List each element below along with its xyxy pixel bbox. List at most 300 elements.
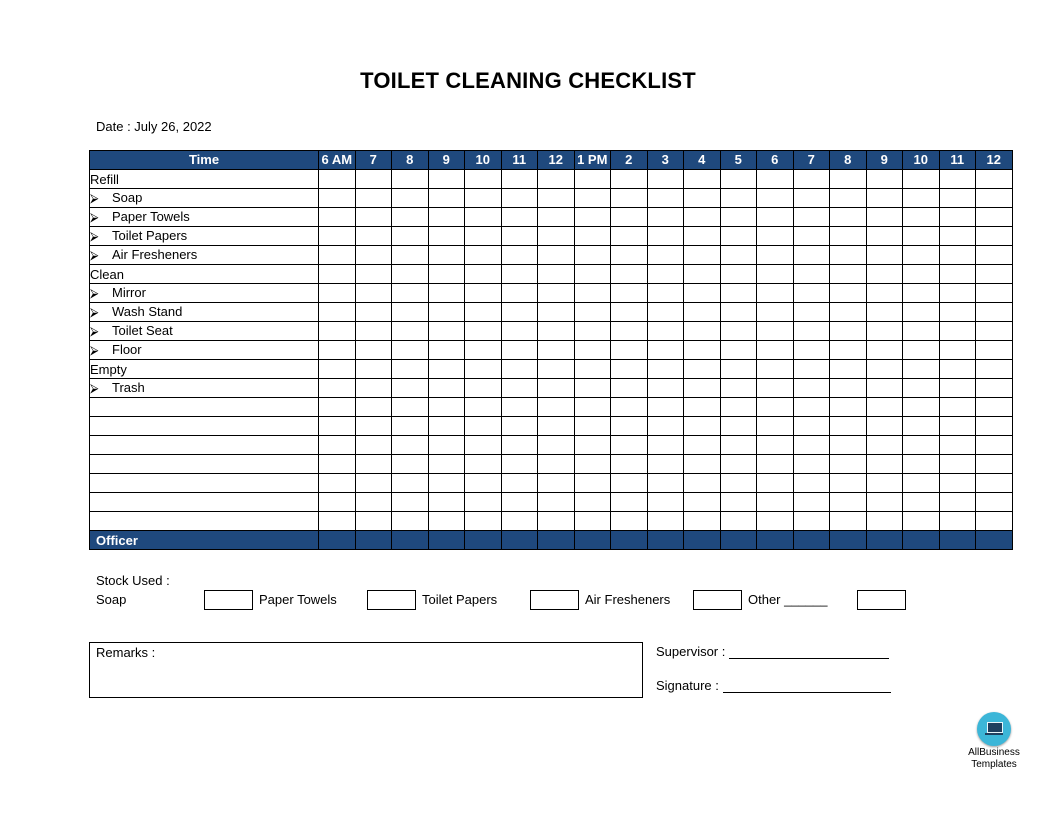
check-cell[interactable] [866,246,903,265]
check-cell[interactable] [757,170,794,189]
check-cell[interactable] [355,208,392,227]
check-cell[interactable] [684,360,721,379]
check-cell[interactable] [757,493,794,512]
check-cell[interactable] [538,341,575,360]
check-cell[interactable] [647,436,684,455]
check-cell[interactable] [939,512,976,531]
check-cell[interactable] [319,170,356,189]
check-cell[interactable] [319,398,356,417]
check-cell[interactable] [428,398,465,417]
check-cell[interactable] [501,360,538,379]
check-cell[interactable] [611,284,648,303]
check-cell[interactable] [647,417,684,436]
check-cell[interactable] [720,417,757,436]
check-cell[interactable] [574,227,611,246]
check-cell[interactable] [939,265,976,284]
check-cell[interactable] [793,265,830,284]
check-cell[interactable] [647,265,684,284]
check-cell[interactable] [684,208,721,227]
check-cell[interactable] [939,208,976,227]
officer-cell[interactable] [793,531,830,550]
stock-box-paper-towels[interactable] [367,590,416,610]
check-cell[interactable] [720,189,757,208]
check-cell[interactable] [903,436,940,455]
check-cell[interactable] [757,398,794,417]
check-cell[interactable] [538,246,575,265]
check-cell[interactable] [830,360,867,379]
check-cell[interactable] [501,284,538,303]
check-cell[interactable] [392,208,429,227]
check-cell[interactable] [903,227,940,246]
check-cell[interactable] [392,322,429,341]
check-cell[interactable] [538,303,575,322]
check-cell[interactable] [392,265,429,284]
check-cell[interactable] [501,436,538,455]
check-cell[interactable] [574,170,611,189]
check-cell[interactable] [647,170,684,189]
check-cell[interactable] [355,512,392,531]
check-cell[interactable] [720,284,757,303]
check-cell[interactable] [976,493,1013,512]
check-cell[interactable] [866,493,903,512]
check-cell[interactable] [647,398,684,417]
check-cell[interactable] [830,493,867,512]
check-cell[interactable] [793,341,830,360]
check-cell[interactable] [574,189,611,208]
check-cell[interactable] [866,398,903,417]
check-cell[interactable] [574,360,611,379]
check-cell[interactable] [684,341,721,360]
check-cell[interactable] [465,474,502,493]
check-cell[interactable] [501,246,538,265]
check-cell[interactable] [611,512,648,531]
check-cell[interactable] [501,170,538,189]
check-cell[interactable] [428,360,465,379]
check-cell[interactable] [392,227,429,246]
check-cell[interactable] [866,341,903,360]
check-cell[interactable] [465,303,502,322]
check-cell[interactable] [976,322,1013,341]
check-cell[interactable] [720,265,757,284]
check-cell[interactable] [428,341,465,360]
check-cell[interactable] [939,341,976,360]
check-cell[interactable] [465,284,502,303]
check-cell[interactable] [319,512,356,531]
check-cell[interactable] [319,436,356,455]
check-cell[interactable] [611,493,648,512]
check-cell[interactable] [465,379,502,398]
check-cell[interactable] [720,341,757,360]
check-cell[interactable] [793,436,830,455]
check-cell[interactable] [720,246,757,265]
check-cell[interactable] [574,208,611,227]
check-cell[interactable] [976,246,1013,265]
check-cell[interactable] [830,474,867,493]
check-cell[interactable] [793,474,830,493]
check-cell[interactable] [611,436,648,455]
check-cell[interactable] [574,379,611,398]
check-cell[interactable] [319,417,356,436]
check-cell[interactable] [684,455,721,474]
check-cell[interactable] [830,512,867,531]
check-cell[interactable] [428,170,465,189]
check-cell[interactable] [501,474,538,493]
check-cell[interactable] [866,189,903,208]
check-cell[interactable] [574,512,611,531]
check-cell[interactable] [647,474,684,493]
check-cell[interactable] [465,455,502,474]
stock-box-toilet-papers[interactable] [530,590,579,610]
check-cell[interactable] [355,360,392,379]
check-cell[interactable] [866,322,903,341]
officer-cell[interactable] [976,531,1013,550]
check-cell[interactable] [355,398,392,417]
check-cell[interactable] [903,265,940,284]
stock-box-soap[interactable] [204,590,253,610]
check-cell[interactable] [428,436,465,455]
check-cell[interactable] [611,265,648,284]
check-cell[interactable] [903,341,940,360]
check-cell[interactable] [392,417,429,436]
check-cell[interactable] [793,227,830,246]
check-cell[interactable] [538,189,575,208]
check-cell[interactable] [355,341,392,360]
officer-cell[interactable] [574,531,611,550]
check-cell[interactable] [465,398,502,417]
check-cell[interactable] [319,189,356,208]
check-cell[interactable] [757,417,794,436]
check-cell[interactable] [538,170,575,189]
check-cell[interactable] [720,360,757,379]
check-cell[interactable] [757,379,794,398]
officer-cell[interactable] [757,531,794,550]
check-cell[interactable] [574,246,611,265]
check-cell[interactable] [355,170,392,189]
signature-line[interactable] [656,678,891,693]
check-cell[interactable] [428,208,465,227]
check-cell[interactable] [976,398,1013,417]
check-cell[interactable] [720,379,757,398]
check-cell[interactable] [501,398,538,417]
officer-cell[interactable] [611,531,648,550]
check-cell[interactable] [976,265,1013,284]
check-cell[interactable] [793,208,830,227]
check-cell[interactable] [866,170,903,189]
check-cell[interactable] [428,417,465,436]
check-cell[interactable] [647,208,684,227]
check-cell[interactable] [684,189,721,208]
check-cell[interactable] [538,417,575,436]
check-cell[interactable] [574,341,611,360]
check-cell[interactable] [538,455,575,474]
check-cell[interactable] [757,322,794,341]
officer-cell[interactable] [355,531,392,550]
officer-cell[interactable] [465,531,502,550]
check-cell[interactable] [976,455,1013,474]
check-cell[interactable] [866,284,903,303]
check-cell[interactable] [501,493,538,512]
officer-cell[interactable] [830,531,867,550]
check-cell[interactable] [903,303,940,322]
stock-box-other[interactable] [857,590,906,610]
check-cell[interactable] [611,170,648,189]
check-cell[interactable] [939,455,976,474]
check-cell[interactable] [574,265,611,284]
check-cell[interactable] [574,284,611,303]
check-cell[interactable] [465,512,502,531]
check-cell[interactable] [647,512,684,531]
check-cell[interactable] [355,265,392,284]
check-cell[interactable] [501,417,538,436]
check-cell[interactable] [355,189,392,208]
check-cell[interactable] [355,417,392,436]
check-cell[interactable] [465,360,502,379]
check-cell[interactable] [830,265,867,284]
check-cell[interactable] [720,227,757,246]
check-cell[interactable] [392,436,429,455]
check-cell[interactable] [647,493,684,512]
check-cell[interactable] [574,455,611,474]
check-cell[interactable] [720,170,757,189]
check-cell[interactable] [392,170,429,189]
check-cell[interactable] [903,512,940,531]
check-cell[interactable] [319,265,356,284]
check-cell[interactable] [647,360,684,379]
check-cell[interactable] [465,341,502,360]
check-cell[interactable] [830,322,867,341]
check-cell[interactable] [392,189,429,208]
check-cell[interactable] [830,227,867,246]
check-cell[interactable] [501,265,538,284]
check-cell[interactable] [866,417,903,436]
check-cell[interactable] [355,303,392,322]
check-cell[interactable] [501,208,538,227]
check-cell[interactable] [647,246,684,265]
check-cell[interactable] [903,455,940,474]
check-cell[interactable] [465,436,502,455]
check-cell[interactable] [611,303,648,322]
check-cell[interactable] [501,189,538,208]
check-cell[interactable] [976,341,1013,360]
check-cell[interactable] [647,379,684,398]
check-cell[interactable] [538,360,575,379]
check-cell[interactable] [684,379,721,398]
check-cell[interactable] [319,493,356,512]
check-cell[interactable] [903,474,940,493]
check-cell[interactable] [976,474,1013,493]
check-cell[interactable] [939,284,976,303]
check-cell[interactable] [538,398,575,417]
check-cell[interactable] [465,322,502,341]
check-cell[interactable] [866,360,903,379]
check-cell[interactable] [720,512,757,531]
check-cell[interactable] [684,398,721,417]
check-cell[interactable] [939,398,976,417]
officer-cell[interactable] [939,531,976,550]
check-cell[interactable] [392,474,429,493]
check-cell[interactable] [684,493,721,512]
check-cell[interactable] [428,379,465,398]
check-cell[interactable] [793,189,830,208]
check-cell[interactable] [611,474,648,493]
check-cell[interactable] [428,322,465,341]
check-cell[interactable] [793,455,830,474]
check-cell[interactable] [538,265,575,284]
check-cell[interactable] [866,303,903,322]
check-cell[interactable] [757,474,794,493]
check-cell[interactable] [903,379,940,398]
check-cell[interactable] [793,398,830,417]
check-cell[interactable] [939,379,976,398]
check-cell[interactable] [793,170,830,189]
check-cell[interactable] [392,246,429,265]
check-cell[interactable] [428,284,465,303]
check-cell[interactable] [866,474,903,493]
check-cell[interactable] [939,170,976,189]
check-cell[interactable] [319,322,356,341]
check-cell[interactable] [720,208,757,227]
check-cell[interactable] [830,398,867,417]
check-cell[interactable] [720,398,757,417]
check-cell[interactable] [976,436,1013,455]
check-cell[interactable] [939,322,976,341]
check-cell[interactable] [501,303,538,322]
check-cell[interactable] [903,493,940,512]
check-cell[interactable] [830,189,867,208]
check-cell[interactable] [538,474,575,493]
check-cell[interactable] [684,246,721,265]
check-cell[interactable] [428,303,465,322]
check-cell[interactable] [501,322,538,341]
check-cell[interactable] [757,455,794,474]
check-cell[interactable] [428,455,465,474]
check-cell[interactable] [866,436,903,455]
check-cell[interactable] [903,322,940,341]
check-cell[interactable] [757,227,794,246]
check-cell[interactable] [757,265,794,284]
check-cell[interactable] [465,493,502,512]
check-cell[interactable] [684,436,721,455]
check-cell[interactable] [793,417,830,436]
check-cell[interactable] [611,208,648,227]
check-cell[interactable] [939,246,976,265]
check-cell[interactable] [647,455,684,474]
check-cell[interactable] [757,436,794,455]
check-cell[interactable] [355,474,392,493]
check-cell[interactable] [538,208,575,227]
stock-box-air-fresheners[interactable] [693,590,742,610]
check-cell[interactable] [319,360,356,379]
officer-cell[interactable] [866,531,903,550]
check-cell[interactable] [976,417,1013,436]
check-cell[interactable] [355,379,392,398]
check-cell[interactable] [611,246,648,265]
check-cell[interactable] [538,493,575,512]
check-cell[interactable] [830,246,867,265]
check-cell[interactable] [720,493,757,512]
check-cell[interactable] [355,493,392,512]
check-cell[interactable] [355,284,392,303]
check-cell[interactable] [574,303,611,322]
check-cell[interactable] [830,208,867,227]
check-cell[interactable] [611,341,648,360]
check-cell[interactable] [538,322,575,341]
check-cell[interactable] [757,246,794,265]
check-cell[interactable] [684,512,721,531]
check-cell[interactable] [319,455,356,474]
officer-cell[interactable] [501,531,538,550]
check-cell[interactable] [830,341,867,360]
check-cell[interactable] [720,474,757,493]
check-cell[interactable] [611,455,648,474]
check-cell[interactable] [392,493,429,512]
check-cell[interactable] [830,417,867,436]
check-cell[interactable] [939,417,976,436]
check-cell[interactable] [319,379,356,398]
check-cell[interactable] [866,379,903,398]
check-cell[interactable] [866,512,903,531]
check-cell[interactable] [647,284,684,303]
check-cell[interactable] [720,303,757,322]
check-cell[interactable] [501,455,538,474]
check-cell[interactable] [757,189,794,208]
officer-cell[interactable] [720,531,757,550]
officer-cell[interactable] [647,531,684,550]
check-cell[interactable] [976,189,1013,208]
check-cell[interactable] [392,360,429,379]
check-cell[interactable] [976,170,1013,189]
check-cell[interactable] [538,436,575,455]
check-cell[interactable] [793,379,830,398]
check-cell[interactable] [465,170,502,189]
check-cell[interactable] [793,493,830,512]
check-cell[interactable] [976,512,1013,531]
check-cell[interactable] [392,379,429,398]
officer-cell[interactable] [319,531,356,550]
check-cell[interactable] [501,227,538,246]
check-cell[interactable] [793,246,830,265]
check-cell[interactable] [319,303,356,322]
check-cell[interactable] [684,265,721,284]
check-cell[interactable] [830,455,867,474]
check-cell[interactable] [939,474,976,493]
check-cell[interactable] [976,227,1013,246]
check-cell[interactable] [428,189,465,208]
check-cell[interactable] [903,170,940,189]
check-cell[interactable] [428,227,465,246]
check-cell[interactable] [465,417,502,436]
check-cell[interactable] [720,322,757,341]
check-cell[interactable] [465,208,502,227]
check-cell[interactable] [939,436,976,455]
check-cell[interactable] [976,303,1013,322]
check-cell[interactable] [574,322,611,341]
check-cell[interactable] [392,398,429,417]
check-cell[interactable] [647,303,684,322]
check-cell[interactable] [939,360,976,379]
check-cell[interactable] [757,284,794,303]
check-cell[interactable] [647,189,684,208]
check-cell[interactable] [465,246,502,265]
officer-cell[interactable] [538,531,575,550]
check-cell[interactable] [319,474,356,493]
check-cell[interactable] [830,379,867,398]
check-cell[interactable] [830,303,867,322]
check-cell[interactable] [611,417,648,436]
check-cell[interactable] [903,417,940,436]
check-cell[interactable] [319,208,356,227]
check-cell[interactable] [428,246,465,265]
